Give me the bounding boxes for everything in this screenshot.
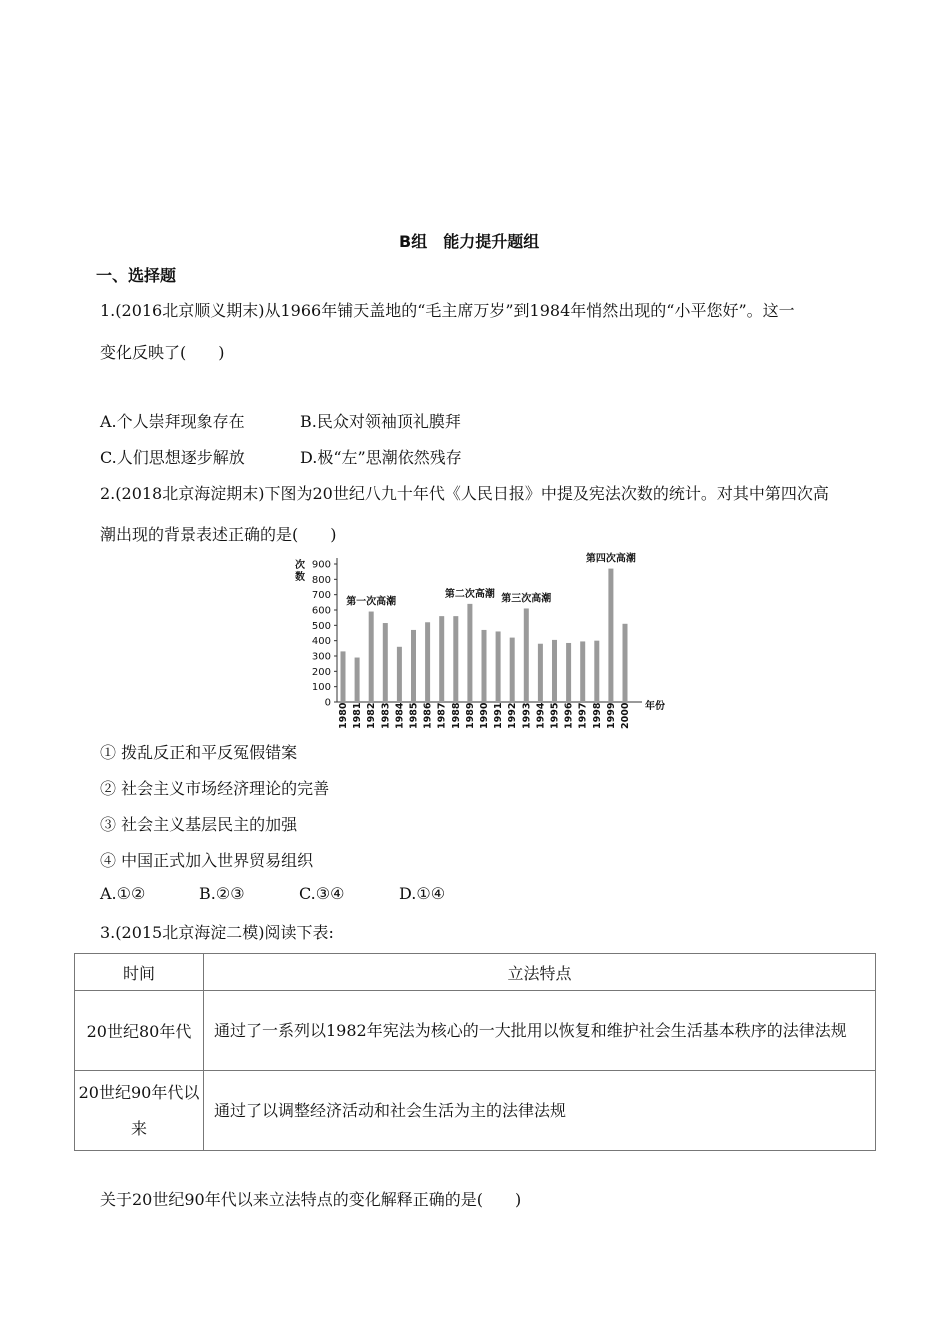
bar (482, 630, 487, 702)
y-tick-label: 100 (311, 682, 331, 694)
y-tick-label: 500 (311, 620, 331, 632)
x-tick-label: 1993 (521, 702, 533, 729)
table-cell-time: 20世纪80年代 (75, 991, 204, 1071)
table-row (75, 1071, 876, 1151)
x-tick-label: 1992 (507, 702, 519, 729)
q2-option-d: D.①④ (399, 884, 446, 903)
x-tick-label: 1996 (563, 702, 575, 729)
table-row (75, 991, 876, 1071)
x-tick-label: 1981 (352, 702, 364, 729)
y-tick-label: 400 (311, 636, 331, 648)
y-tick-label: 800 (311, 574, 331, 586)
annotation-label: 第四次高潮 (585, 553, 636, 565)
x-tick-label: 1994 (535, 702, 547, 729)
x-tick-label: 1988 (450, 702, 462, 729)
y-tick-label: 600 (311, 605, 331, 617)
table-header-time: 时间 (75, 954, 204, 991)
q3-stem: 3.(2015北京海淀二模)阅读下表: (100, 923, 334, 942)
x-tick-label: 1997 (577, 702, 589, 729)
bar (538, 644, 543, 702)
bar (341, 651, 346, 702)
q2-option-b: B.②③ (199, 884, 245, 903)
x-tick-label: 1982 (366, 702, 378, 729)
q2-item-2: ② 社会主义市场经济理论的完善 (100, 779, 330, 798)
y-tick-label: 700 (311, 590, 331, 602)
bar (425, 622, 430, 702)
legislation-table (74, 953, 876, 1151)
x-tick-label: 1986 (422, 702, 434, 729)
bar (524, 608, 529, 702)
bar (453, 616, 458, 702)
x-tick-label: 1999 (605, 702, 617, 729)
bar (397, 647, 402, 702)
bar (510, 638, 515, 702)
annotation-label: 第二次高潮 (444, 588, 495, 600)
bar (496, 631, 501, 702)
x-tick-label: 1985 (408, 702, 420, 729)
y-tick-label: 900 (311, 559, 331, 571)
bar (580, 641, 585, 702)
bar (552, 640, 557, 702)
q1-stem-line1: 1.(2016北京顺义期末)从1966年铺天盖地的“毛主席万岁”到1984年悄然出现的“小平您好”。这一 (100, 301, 795, 320)
bar-chart (290, 552, 670, 732)
y-tick-label: 0 (324, 697, 331, 709)
x-tick-label: 1998 (591, 702, 603, 729)
y-axis-label: 次 (295, 560, 305, 571)
bar (411, 630, 416, 702)
x-tick-label: 1989 (464, 702, 476, 729)
bar (355, 658, 360, 702)
bar (608, 569, 613, 702)
x-tick-label: 2000 (620, 702, 631, 729)
annotation-label: 第一次高潮 (346, 596, 397, 608)
x-tick-label: 1984 (394, 702, 406, 729)
table-cell-feature: 通过了一系列以1982年宪法为核心的一大批用以恢复和维护社会生活基本秩序的法律法规 (204, 991, 876, 1071)
part-heading: 一、选择题 (96, 266, 177, 285)
q1-option-b: B.民众对领袖顶礼膜拜 (300, 412, 461, 431)
annotation-label: 第三次高潮 (501, 593, 552, 605)
x-tick-label: 1990 (479, 702, 490, 729)
y-axis-label: 数 (295, 572, 305, 583)
bar (369, 612, 374, 702)
x-tick-label: 1995 (549, 702, 561, 729)
bar (467, 604, 472, 702)
bar (383, 623, 388, 702)
table-cell-time: 20世纪90年代以来 (75, 1071, 204, 1151)
q2-item-3: ③ 社会主义基层民主的加强 (100, 815, 298, 834)
x-tick-label: 1983 (380, 702, 392, 729)
bar (623, 624, 628, 702)
table-header-feature: 立法特点 (204, 954, 876, 991)
x-tick-label: 1991 (493, 702, 505, 729)
x-tick-label: 1980 (338, 702, 349, 729)
y-tick-label: 300 (311, 651, 331, 663)
x-tick-label: 1987 (436, 702, 448, 729)
table-header-row (75, 954, 876, 991)
bar (566, 643, 571, 702)
x-axis-label: 年份 (645, 701, 665, 712)
bar (439, 616, 444, 702)
q2-stem-line2: 潮出现的背景表述正确的是( ) (100, 525, 337, 544)
y-tick-label: 200 (311, 666, 331, 678)
q2-item-1: ① 拨乱反正和平反冤假错案 (100, 743, 298, 762)
q1-stem-line2: 变化反映了( ) (100, 343, 225, 362)
bar (594, 641, 599, 702)
section-title: B组 能力提升题组 (399, 232, 540, 251)
q2-item-4: ④ 中国正式加入世界贸易组织 (100, 851, 314, 870)
table-cell-feature: 通过了以调整经济活动和社会生活为主的法律法规 (204, 1071, 876, 1151)
q2-option-c: C.③④ (299, 884, 345, 903)
q1-option-c: C.人们思想逐步解放 (100, 448, 245, 467)
q1-option-d: D.极“左”思潮依然残存 (300, 448, 462, 467)
q2-option-a: A.①② (100, 884, 146, 903)
q1-option-a: A.个人崇拜现象存在 (100, 412, 245, 431)
q3-question: 关于20世纪90年代以来立法特点的变化解释正确的是( ) (100, 1190, 522, 1209)
q2-stem-line1: 2.(2018北京海淀期末)下图为20世纪八九十年代《人民日报》中提及宪法次数的统计。对其中第四次高 (100, 484, 829, 503)
